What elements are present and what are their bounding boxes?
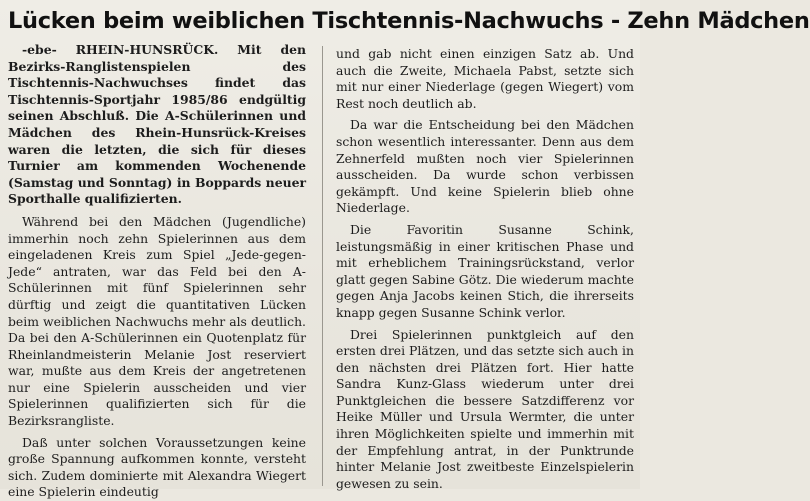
article-column-right (336, 46, 634, 489)
body-paragraph: Drei Spielerinnen punktgleich auf den ersten drei Plätzen, und das setzte sich auch in den nächsten drei Plätzen fort. Hier hatte Sandra Kunz-Glass wiederum unter drei Punktgleichen die bessere Satzdifferenz vor Heike Müller und Ursula Wermter, die unter ihren Möglichkeiten spielte und immerhin mit der Empfehlung antrat, in der Punktrunde hinter Melanie Jost zweitbeste Einzelspielerin gewesen zu sein. (336, 326, 634, 491)
body-paragraph: Da war die Entscheidung bei den Mädchen schon wesentlich interessanter. Denn aus dem Zehnerfeld mußten noch vier Spielerinnen ausscheiden. Da wurde schon verbissen gekämpft. Und keine Spielerin blieb ohne Niederlage. (336, 117, 634, 216)
column-divider (322, 46, 323, 486)
body-paragraph: Während bei den Mädchen (Jugendliche) immerhin noch zehn Spielerinnen aus dem eingeladenen Kreis zum Spiel „Jede-gegen-Jede“ antraten, war das Feld bei den A-Schülerinnen mit fünf Spielerinnen sehr dürftig und zeigt die quantitativen Lücken beim weiblichen Nachwuchs mehr als deutlich. Da bei den A-Schülerinnen ein Quotenplatz für Rheinlandmeisterin Melanie Jost reserviert war, mußte aus dem Kreis der angetretenen nur eine Spielerin ausscheiden und vier Spielerinnen qualifizierten sich für die Bezirksrangliste. (8, 213, 306, 429)
body-paragraph: Die Favoritin Susanne Schink, leistungsmäßig in einer kritischen Phase und mit erheblichem Trainingsrückstand, verlor glatt gegen Sabine Götz. Die wiederum machte gegen Anja Jacobs keinen Stich, die ihrerseits knapp gegen Susanne Schink verlor. (336, 221, 634, 320)
body-paragraph: Daß unter solchen Voraussetzungen keine große Spannung aufkommen konnte, versteht sich. Zudem dominierte mit Alexandra Wiegert eine Spielerin eindeutig (8, 434, 306, 500)
body-paragraph-continued: und gab nicht einen einzigen Satz ab. Und auch die Zweite, Michaela Pabst, setzte sich mit nur einer Niederlage (gegen Wiegert) vom Rest noch deutlich ab. (336, 46, 634, 111)
lead-paragraph: -ebe- RHEIN-HUNSRÜCK. Mit den Bezirks-Ranglistenspielen des Tischtennis-Nachwuchses findet das Tischtennis-Sportjahr 1985/86 endgültig seinen Abschluß. Die A-Schülerinnen und Mädchen des Rhein-Hunsrück-Kreises waren die letzten, die sich für dieses Turnier am kommenden Wochenende (Samstag und Sonntag) in Boppards neuer Sporthalle qualifizierten. (8, 42, 306, 207)
headline: Lücken beim weiblichen Tischtennis-Nachwuchs - Zehn Mädchen (8, 8, 810, 34)
article-column-left (8, 42, 306, 500)
